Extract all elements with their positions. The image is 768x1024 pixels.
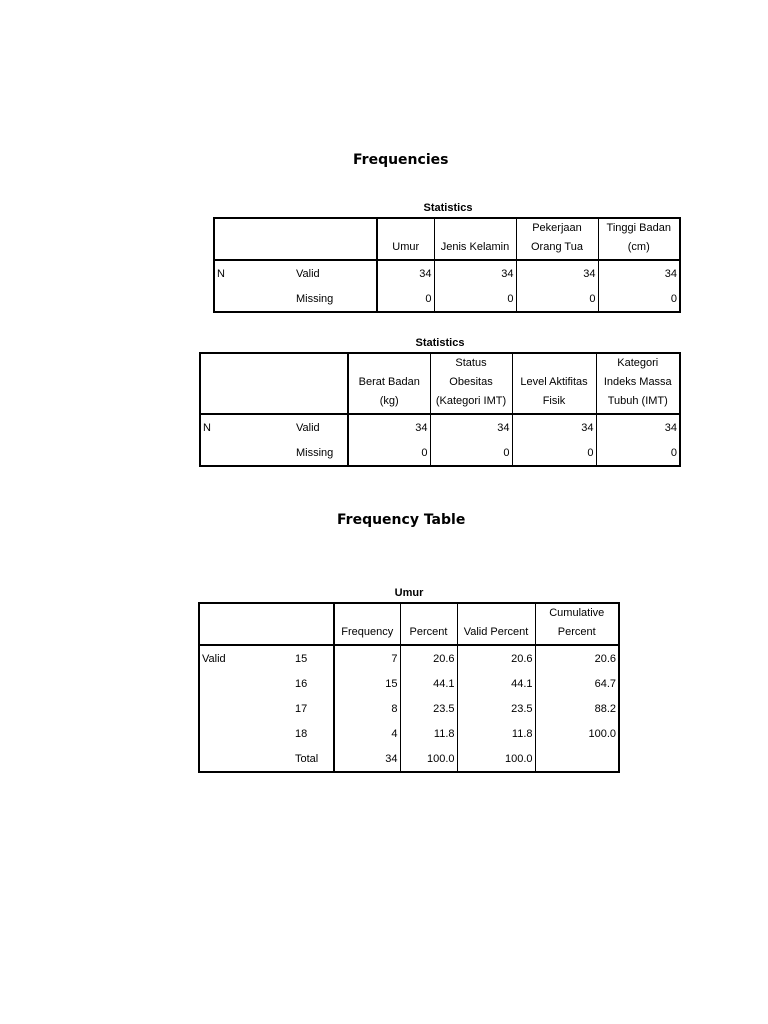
- table-cell: 100.0: [588, 727, 616, 740]
- column-header-line: Valid Percent: [463, 626, 529, 638]
- statistics-table-1: [213, 217, 681, 313]
- table-cell: 34: [377, 260, 434, 286]
- row-group-label: [199, 696, 293, 721]
- column-header: [535, 603, 619, 645]
- row-group-label: [214, 286, 294, 312]
- column-header: [457, 603, 535, 645]
- table-cell: 100.0: [457, 746, 535, 772]
- column-header: [516, 218, 598, 260]
- column-header-line: Status: [455, 357, 487, 369]
- column-header-line: Obesitas: [449, 376, 493, 388]
- column-header-line: Jenis Kelamin: [440, 241, 510, 253]
- column-header-line: [460, 604, 533, 623]
- table-cell: 34: [512, 414, 596, 440]
- table-cell: 8: [334, 696, 400, 721]
- column-header: [596, 353, 680, 414]
- table-row: [199, 746, 619, 772]
- header-row: [214, 218, 680, 260]
- column-header-line: Berat Badan: [358, 376, 420, 388]
- column-header-line: [351, 354, 428, 373]
- table-row: [199, 671, 619, 696]
- frequencies-heading: Frequencies: [353, 152, 449, 168]
- row-group-label: [199, 746, 293, 772]
- column-header-line: Percent: [409, 626, 448, 638]
- table-row: [200, 440, 680, 466]
- column-header: [598, 218, 680, 260]
- table-row: [199, 721, 619, 746]
- header-stub: [199, 603, 293, 645]
- column-header: [377, 218, 434, 260]
- row-group-label: Valid: [202, 652, 226, 665]
- umur-frequency-table: [198, 602, 620, 773]
- table-cell: 15: [334, 671, 400, 696]
- row-label: 15: [293, 645, 334, 671]
- row-label: Missing: [294, 440, 348, 466]
- header-stub: [294, 353, 348, 414]
- header-stub: [200, 353, 294, 414]
- row-label: Missing: [294, 286, 377, 312]
- table-cell: [535, 746, 619, 772]
- table-cell: 0: [670, 292, 677, 305]
- row-group-label: [199, 671, 293, 696]
- table-cell: 34: [664, 421, 677, 434]
- table-cell: 0: [512, 440, 596, 466]
- row-label: Total: [293, 746, 334, 772]
- row-group-label: [200, 440, 294, 466]
- row-group-label: [199, 721, 293, 746]
- table-cell: 0: [430, 440, 512, 466]
- row-group-label: N: [203, 421, 211, 434]
- column-header-line: Frequency: [341, 626, 394, 638]
- row-label: 17: [293, 696, 334, 721]
- column-header-line: (kg): [379, 395, 399, 407]
- column-header: [348, 353, 430, 414]
- header-stub: [293, 603, 334, 645]
- header-stub: [214, 218, 294, 260]
- header-stub: [294, 218, 377, 260]
- column-header-line: [403, 604, 455, 623]
- column-header-line: (cm): [627, 241, 650, 253]
- column-header-line: [337, 604, 398, 623]
- row-label: Valid: [294, 260, 377, 286]
- table-cell: 11.8: [457, 721, 535, 746]
- column-header-line: Fisik: [542, 395, 566, 407]
- statistics-table-2: [199, 352, 681, 467]
- table-cell: 0: [516, 286, 598, 312]
- row-group-label: N: [217, 267, 225, 280]
- column-header-line: Indeks Massa: [603, 376, 672, 388]
- table-cell: 64.7: [594, 677, 616, 690]
- frequency-table-heading: Frequency Table: [337, 512, 466, 528]
- table-cell: 0: [670, 446, 677, 459]
- table-cell: 20.6: [400, 645, 457, 671]
- column-header-line: Umur: [392, 241, 420, 253]
- table-cell: 23.5: [400, 696, 457, 721]
- table-cell: 4: [334, 721, 400, 746]
- table-cell: 20.6: [457, 645, 535, 671]
- column-header: [512, 353, 596, 414]
- table-cell: 7: [334, 645, 400, 671]
- table-cell: 34: [434, 260, 516, 286]
- column-header-line: Tubuh (IMT): [607, 395, 668, 407]
- row-label: 18: [293, 721, 334, 746]
- column-header-line: (Kategori IMT): [435, 395, 507, 407]
- column-header-line: [437, 219, 514, 238]
- table-cell: 44.1: [400, 671, 457, 696]
- table-row: [199, 696, 619, 721]
- column-header-line: [515, 354, 594, 373]
- column-header-line: Orang Tua: [531, 241, 583, 253]
- column-header: [434, 218, 516, 260]
- header-row: [199, 603, 619, 645]
- column-header-line: Cumulative: [549, 607, 605, 619]
- table-cell: 20.6: [594, 652, 616, 665]
- column-header-line: Pekerjaan: [532, 222, 582, 234]
- column-header-line: [380, 219, 432, 238]
- table-cell: 34: [516, 260, 598, 286]
- table-cell: 0: [377, 286, 434, 312]
- table-cell: 34: [430, 414, 512, 440]
- column-header: [400, 603, 457, 645]
- column-header: [430, 353, 512, 414]
- table-cell: 34: [664, 267, 677, 280]
- column-header-line: Kategori: [617, 357, 659, 369]
- table-cell: 34: [348, 414, 430, 440]
- column-header-line: Level Aktifitas: [520, 376, 588, 388]
- row-label: 16: [293, 671, 334, 696]
- umur-caption: Umur: [394, 587, 424, 599]
- row-label: Valid: [294, 414, 348, 440]
- statistics-caption-1: Statistics: [423, 202, 473, 214]
- table-cell: 34: [334, 746, 400, 772]
- table-cell: 0: [348, 440, 430, 466]
- table-row: [214, 260, 680, 286]
- table-cell: 88.2: [594, 702, 616, 715]
- column-header-line: Percent: [557, 626, 596, 638]
- table-cell: 0: [434, 286, 516, 312]
- statistics-caption-2: Statistics: [415, 337, 465, 349]
- column-header: [334, 603, 400, 645]
- table-row: [200, 414, 680, 440]
- table-row: [214, 286, 680, 312]
- table-cell: 23.5: [457, 696, 535, 721]
- table-row: [199, 645, 619, 671]
- table-cell: 100.0: [400, 746, 457, 772]
- table-cell: 44.1: [457, 671, 535, 696]
- table-cell: 11.8: [400, 721, 457, 746]
- header-row: [200, 353, 680, 414]
- column-header-line: Tinggi Badan: [606, 222, 671, 234]
